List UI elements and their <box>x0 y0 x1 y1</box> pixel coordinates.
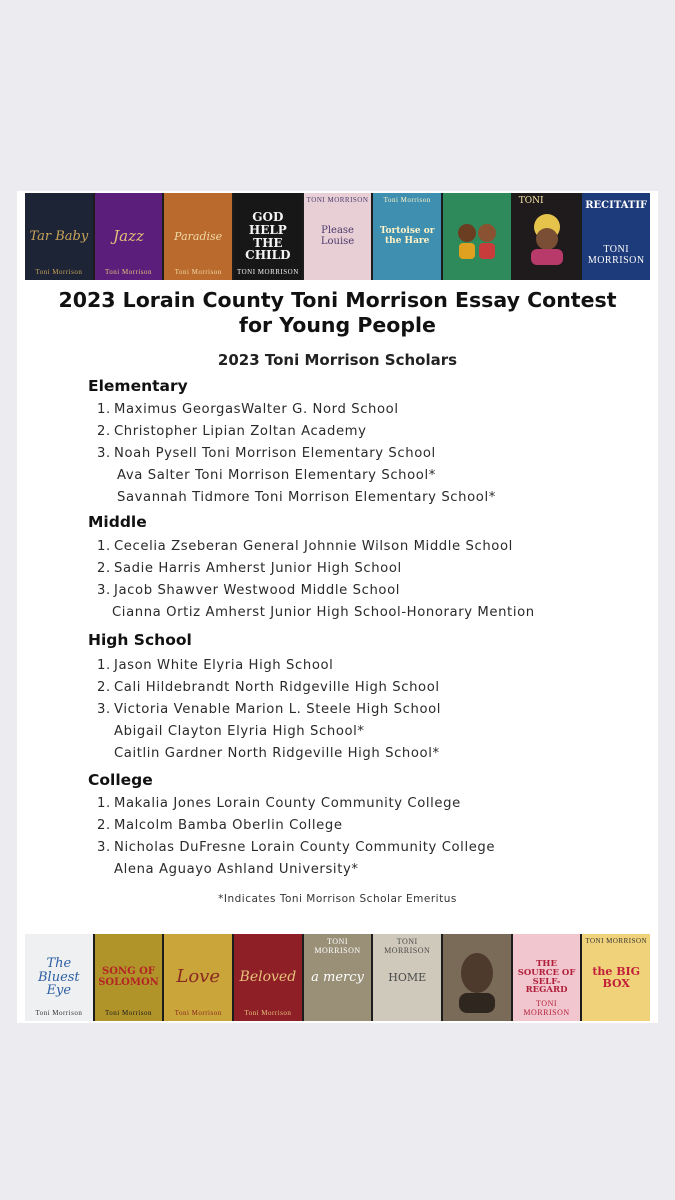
list-item <box>114 746 440 761</box>
list-item <box>97 539 513 554</box>
footnote: *Indicates Toni Morrison Scholar Emeritus <box>218 893 457 905</box>
list-item <box>97 424 367 439</box>
list-item <box>97 818 343 833</box>
book-title: Paradise <box>174 229 223 243</box>
list-item <box>117 490 496 505</box>
book-cover-love <box>164 934 232 1021</box>
book-author: Toni Morrison <box>244 1009 292 1017</box>
book-author: Toni Morrison <box>35 1009 83 1017</box>
book-author: Toni Morrison <box>383 196 431 204</box>
book-author: Toni Morrison <box>35 268 83 276</box>
section-heading-college: College <box>88 771 153 789</box>
list-text: Maximus GeorgasWalter G. Nord School <box>114 402 399 417</box>
list-item <box>97 446 436 461</box>
list-item <box>97 680 440 695</box>
book-author: TONI MORRISON <box>236 268 299 276</box>
list-item <box>97 561 402 576</box>
list-number: 1. <box>97 539 111 554</box>
list-text: Jason White Elyria High School <box>114 658 334 673</box>
list-number: 1. <box>97 796 111 811</box>
list-number: 1. <box>97 402 111 417</box>
list-text: Sadie Harris Amherst Junior High School <box>114 561 402 576</box>
book-author: TONI MORRISON <box>384 937 431 955</box>
list-text: Nicholas DuFresne Lorain County Community College <box>114 840 496 855</box>
book-cover-a-mercy <box>304 934 372 1021</box>
list-text: Makalia Jones Lorain County Community College <box>114 796 461 811</box>
list-number: 3. <box>97 446 111 461</box>
book-title: SONG OF SOLOMON <box>98 966 159 988</box>
bottom-book-strip <box>25 934 650 1021</box>
list-text: Noah Pysell Toni Morrison Elementary School <box>114 446 436 461</box>
book-title: Love <box>176 966 220 988</box>
book-title: Tortoise or the Hare <box>379 226 435 246</box>
book-cover-please-louise <box>304 193 372 280</box>
page-title-line-1: 2023 Lorain County Toni Morrison Essay Contest <box>58 288 617 312</box>
book-title: The Bluest Eye <box>37 956 80 999</box>
list-item <box>97 702 441 717</box>
list-text: Cianna Ortiz Amherst Junior High School-Honorary Mention <box>112 605 535 620</box>
book-cover-tar-baby <box>25 193 93 280</box>
list-text: Ava Salter Toni Morrison Elementary School* <box>117 468 436 483</box>
page-subtitle: 2023 Toni Morrison Scholars <box>217 351 458 369</box>
list-text: Caitlin Gardner North Ridgeville High School* <box>114 746 440 761</box>
list-item <box>97 402 399 417</box>
book-title: Beloved <box>239 969 297 986</box>
book-title: GOD HELP THE CHILD <box>245 210 291 263</box>
list-number: 3. <box>97 840 111 855</box>
list-number: 3. <box>97 583 111 598</box>
book-author: Toni Morrison <box>104 268 153 276</box>
book-title: THE SOURCE OF SELF-REGARD <box>517 958 576 996</box>
book-cover-the-bluest-eye <box>25 934 93 1021</box>
list-text: Christopher Lipian Zoltan Academy <box>114 424 367 439</box>
book-author: TONI MORRISON <box>585 937 648 945</box>
book-cover-toni <box>513 193 581 280</box>
book-cover-beloved <box>234 934 302 1021</box>
book-title: Jazz <box>113 226 144 245</box>
list-number: 2. <box>97 680 111 695</box>
book-title: Please Louise <box>320 225 355 247</box>
page-title <box>17 288 658 338</box>
book-cover-illustrated <box>443 193 511 280</box>
book-author: Toni Morrison <box>174 268 222 276</box>
section-heading-high-school: High School <box>88 631 192 649</box>
list-item <box>114 862 359 877</box>
book-cover-the-source-of-self-regard <box>513 934 581 1021</box>
portrait-icon <box>449 943 505 1013</box>
book-title: Tar Baby <box>29 228 89 244</box>
list-number: 2. <box>97 561 111 576</box>
list-text: Jacob Shawver Westwood Middle School <box>114 583 401 598</box>
section-heading-elementary: Elementary <box>88 377 188 395</box>
book-title: the BIG BOX <box>592 964 641 990</box>
book-author: TONI MORRISON <box>587 244 645 266</box>
list-item <box>97 658 333 673</box>
list-text: Savannah Tidmore Toni Morrison Elementary School* <box>117 490 496 505</box>
list-item <box>97 583 400 598</box>
list-number: 2. <box>97 424 111 439</box>
book-author: TONI MORRISON <box>306 196 369 204</box>
book-cover-portrait <box>443 934 511 1021</box>
list-item <box>117 468 436 483</box>
book-cover-tortoise-or-the-hare <box>373 193 441 280</box>
list-text: Cali Hildebrandt North Ridgeville High School <box>114 680 440 695</box>
book-title: HOME <box>388 970 427 984</box>
list-text: Alena Aguayo Ashland University* <box>114 862 359 877</box>
book-cover-god-help-the-child <box>234 193 302 280</box>
page-title-line-2: for Young People <box>239 313 436 337</box>
book-author: TONI MORRISON <box>314 937 361 955</box>
portrait-icon <box>519 209 575 265</box>
list-number: 1. <box>97 658 111 673</box>
book-cover-paradise <box>164 193 232 280</box>
book-cover-home <box>373 934 441 1021</box>
list-text: Cecelia Zseberan General Johnnie Wilson Middle School <box>114 539 513 554</box>
book-cover-the-big-box <box>582 934 650 1021</box>
section-heading-middle: Middle <box>88 513 147 531</box>
book-cover-song-of-solomon <box>95 934 163 1021</box>
book-author: TONI MORRISON <box>523 999 570 1017</box>
list-item <box>97 840 495 855</box>
list-item <box>112 605 535 620</box>
book-cover-jazz <box>95 193 163 280</box>
book-author: Toni Morrison <box>174 1009 222 1017</box>
book-title: a mercy <box>311 969 364 985</box>
list-number: 2. <box>97 818 111 833</box>
list-item <box>114 724 365 739</box>
children-illustration-icon <box>451 211 503 263</box>
book-author: Toni Morrison <box>104 1009 153 1017</box>
list-text: Abigail Clayton Elyria High School* <box>114 724 365 739</box>
book-title: TONI <box>518 196 544 206</box>
book-cover-recitatif <box>582 193 650 280</box>
book-title: RECITATIF <box>585 200 648 211</box>
list-text: Malcolm Bamba Oberlin College <box>114 818 343 833</box>
flyer-card <box>17 191 658 1023</box>
top-book-strip <box>25 193 650 280</box>
list-number: 3. <box>97 702 111 717</box>
list-text: Victoria Venable Marion L. Steele High School <box>114 702 442 717</box>
list-item <box>97 796 461 811</box>
